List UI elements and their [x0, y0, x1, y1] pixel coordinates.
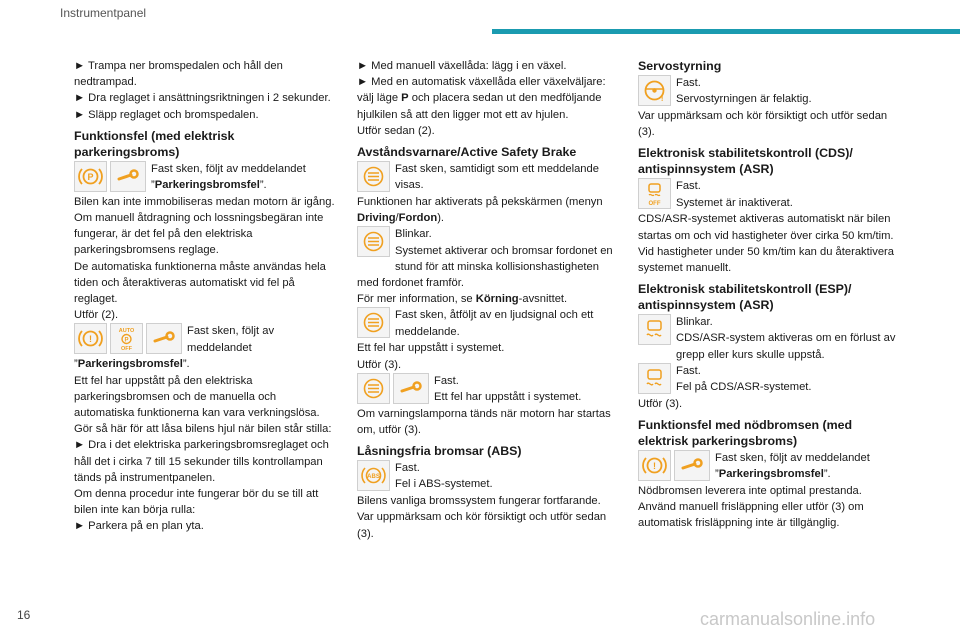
section-heading: Elektronisk stabilitetskontroll (CDS)/ antispinnsystem (ASR)	[638, 146, 853, 177]
active-safety-brake-icon	[357, 161, 390, 192]
warning-entry	[638, 450, 904, 532]
icon-group	[638, 314, 671, 345]
paragraph: Använd manuell frisläppning eller utför (3) om automatisk frisläppning inte är tillgänglig.	[638, 501, 864, 530]
svg-text:ABS: ABS	[367, 474, 380, 481]
paragraph: ► Med en automatisk växellåda eller växelväljare: välj läge P och placera sedan ut den medföljande hjulkilen så att den ligger mot ett av hjulen.	[357, 76, 606, 121]
warning-entry	[638, 314, 904, 363]
icon-group	[357, 161, 390, 192]
power-steering-icon	[638, 75, 671, 106]
svg-text:P: P	[124, 337, 129, 344]
entry-text: Fast.	[395, 462, 420, 475]
paragraph: För mer information, se Körning-avsnittet.	[357, 293, 568, 306]
entry-text: Fast.	[676, 180, 701, 193]
section-heading: Elektronisk stabilitetskontroll (ESP)/ antispinnsystem (ASR)	[638, 282, 852, 313]
paragraph: ► Parkera på en plan yta.	[74, 520, 204, 533]
paragraph: Utför (3).	[357, 358, 402, 371]
entry-text: Blinkar.	[395, 228, 432, 241]
icon-group	[357, 307, 390, 338]
page-number: 16	[17, 608, 31, 622]
column-middle	[357, 58, 621, 542]
paragraph: Bilens vanliga bromssystem fungerar fortfarande.	[357, 495, 601, 508]
paragraph: Ett fel har uppstått i systemet.	[357, 342, 505, 355]
warning-entry	[357, 307, 621, 372]
entry-text: Fast.	[676, 77, 701, 89]
paragraph: Gör så här för att låsa bilens hjul när bilen står stilla:	[74, 423, 332, 436]
service-wrench-icon	[110, 161, 146, 192]
paragraph: ► Dra reglaget i ansättningsriktningen i 2 sekunder.	[74, 92, 331, 105]
section-title: Instrumentpanel	[60, 6, 147, 20]
entry-text: Fel i ABS-systemet.	[395, 478, 493, 491]
paragraph: Om varningslamporna tänds när motorn har startas om, utför (3).	[357, 407, 611, 437]
paragraph: Var uppmärksam och kör försiktigt och utför sedan (3).	[638, 110, 888, 139]
active-safety-brake-icon	[357, 226, 390, 257]
icon-group	[357, 226, 390, 257]
entry-text: Systemet är inaktiverat.	[676, 196, 793, 209]
entry-text: CDS/ASR-system aktiveras om en förlust av grepp eller kurs skulle uppstå.	[676, 332, 896, 361]
section-heading: Avståndsvarnare/Active Safety Brake	[357, 145, 577, 160]
service-wrench-icon	[393, 373, 429, 404]
paragraph: ► Trampa ner bromspedalen och håll den nedtrampad.	[74, 60, 283, 89]
icon-group	[74, 323, 182, 354]
paragraph: ► Dra i det elektriska parkeringsbromsreglaget och håll det i cirka 7 till 15 sekunder tills kontrollampan tänds på instrumentpanelen.	[74, 439, 329, 484]
watermark: carmanualsonline.info	[700, 609, 876, 629]
svg-text:!: !	[653, 461, 656, 472]
warning-entry	[357, 373, 621, 438]
warning-entry	[357, 161, 621, 226]
active-safety-brake-icon	[357, 307, 390, 338]
svg-text:OFF: OFF	[121, 346, 132, 352]
parking-brake-warning-icon	[74, 161, 107, 192]
entry-text: Systemet aktiverar och bromsar fordonet en stund för att minska kollisionshastigheten med fordonet framför.	[357, 244, 613, 290]
column-left	[74, 58, 336, 535]
icon-group	[638, 178, 671, 209]
warning-entry	[638, 363, 904, 412]
icon-group	[357, 460, 390, 491]
abs-icon	[357, 460, 390, 491]
paragraph: Vid hastigheter under 50 km/tim kan du återaktivera systemet manuellt.	[638, 245, 895, 275]
paragraph: ► Släpp reglaget och bromspedalen.	[74, 108, 259, 121]
section-heading: Funktionsfel (med elektrisk parkeringsbroms)	[74, 128, 235, 159]
svg-text:P: P	[87, 171, 94, 182]
header-accent-bar	[492, 29, 960, 34]
stability-control-off-icon	[638, 178, 671, 209]
parking-brake-warning-icon	[74, 323, 107, 354]
paragraph: ”Parkeringsbromsfel”.	[74, 358, 190, 371]
svg-text:OFF: OFF	[648, 201, 661, 207]
icon-group	[74, 161, 146, 192]
paragraph: ► Med manuell växellåda: lägg i en växel.	[357, 60, 567, 72]
section-heading: Servostyrning	[638, 59, 722, 73]
svg-text:!: !	[661, 96, 664, 103]
entry-text: Fast sken, följt av meddelandet	[187, 325, 275, 354]
paragraph: Nödbromsen leverera inte optimal prestanda.	[638, 485, 862, 498]
entry-text: Servostyrningen är felaktig.	[676, 93, 812, 106]
warning-entry	[74, 161, 336, 324]
entry-text: Fel på CDS/ASR-systemet.	[676, 381, 812, 394]
entry-text: Fast sken, åtföljt av en ljudsignal och ett meddelande.	[395, 309, 594, 338]
paragraph: Ett fel har uppstått på den elektriska parkeringsbromsen och de manuella och automatiska funktionerna kan vara verkningslösa.	[74, 374, 320, 420]
icon-group	[638, 363, 671, 394]
warning-entry	[357, 460, 621, 542]
entry-text: Fast.	[676, 364, 701, 377]
entry-text: Fast sken, följt av meddelandet ”Parkeringsbromsfel”.	[151, 162, 306, 192]
warning-entry	[74, 323, 336, 534]
paragraph: CDS/ASR-systemet aktiveras automatiskt när bilen startas om och vid hastigheter över cirka 50 km/tim.	[638, 213, 894, 242]
paragraph: Bilen kan inte immobiliseras medan motorn är igång.	[74, 195, 335, 208]
stability-control-icon	[638, 363, 671, 394]
icon-group	[638, 75, 671, 106]
paragraph: Om manuell åtdragning och lossningsbegäran inte fungerar, är det fel på den elektriska parkeringsbromsens reglage.	[74, 212, 324, 257]
icon-group	[638, 450, 710, 481]
paragraph: Utför (2).	[74, 309, 119, 322]
column-right	[638, 58, 904, 532]
entry-text: Ett fel har uppstått i systemet.	[434, 391, 582, 404]
section-heading: Låsningsfria bromsar (ABS)	[357, 444, 522, 459]
paragraph: Utför sedan (2).	[357, 124, 435, 137]
service-wrench-icon	[146, 323, 182, 354]
entry-text: Fast sken, samtidigt som ett meddelande visas.	[395, 163, 599, 192]
svg-text:!: !	[89, 334, 92, 345]
icon-group	[357, 373, 429, 404]
stability-control-icon	[638, 314, 671, 345]
paragraph: Var uppmärksam och kör försiktigt och utför sedan (3).	[357, 511, 607, 540]
paragraph: De automatiska funktionerna måste användas hela tiden och återaktiveras automatiskt vid fel på reglaget.	[74, 260, 326, 306]
auto-off-parking-brake-icon	[110, 323, 143, 354]
paragraph: Utför (3).	[638, 397, 683, 410]
service-wrench-icon	[674, 450, 710, 481]
parking-brake-warning-icon	[638, 450, 671, 481]
entry-text: Fast.	[434, 374, 459, 387]
active-safety-brake-icon	[357, 373, 390, 404]
svg-text:AUTO: AUTO	[118, 328, 135, 335]
warning-entry	[638, 75, 904, 140]
warning-entry	[357, 226, 621, 307]
entry-text: Blinkar.	[676, 316, 713, 329]
paragraph: Funktionen har aktiverats på pekskärmen (menyn Driving/Fordon).	[357, 196, 603, 225]
section-heading: Funktionsfel med nödbromsen (med elektrisk parkeringsbroms)	[638, 418, 853, 449]
warning-entry	[638, 178, 904, 276]
paragraph: Om denna procedur inte fungerar bör du se till att bilen inte kan börja rulla:	[74, 488, 319, 517]
entry-text: Fast sken, följt av meddelandet ”Parkeringsbromsfel”.	[715, 452, 870, 481]
